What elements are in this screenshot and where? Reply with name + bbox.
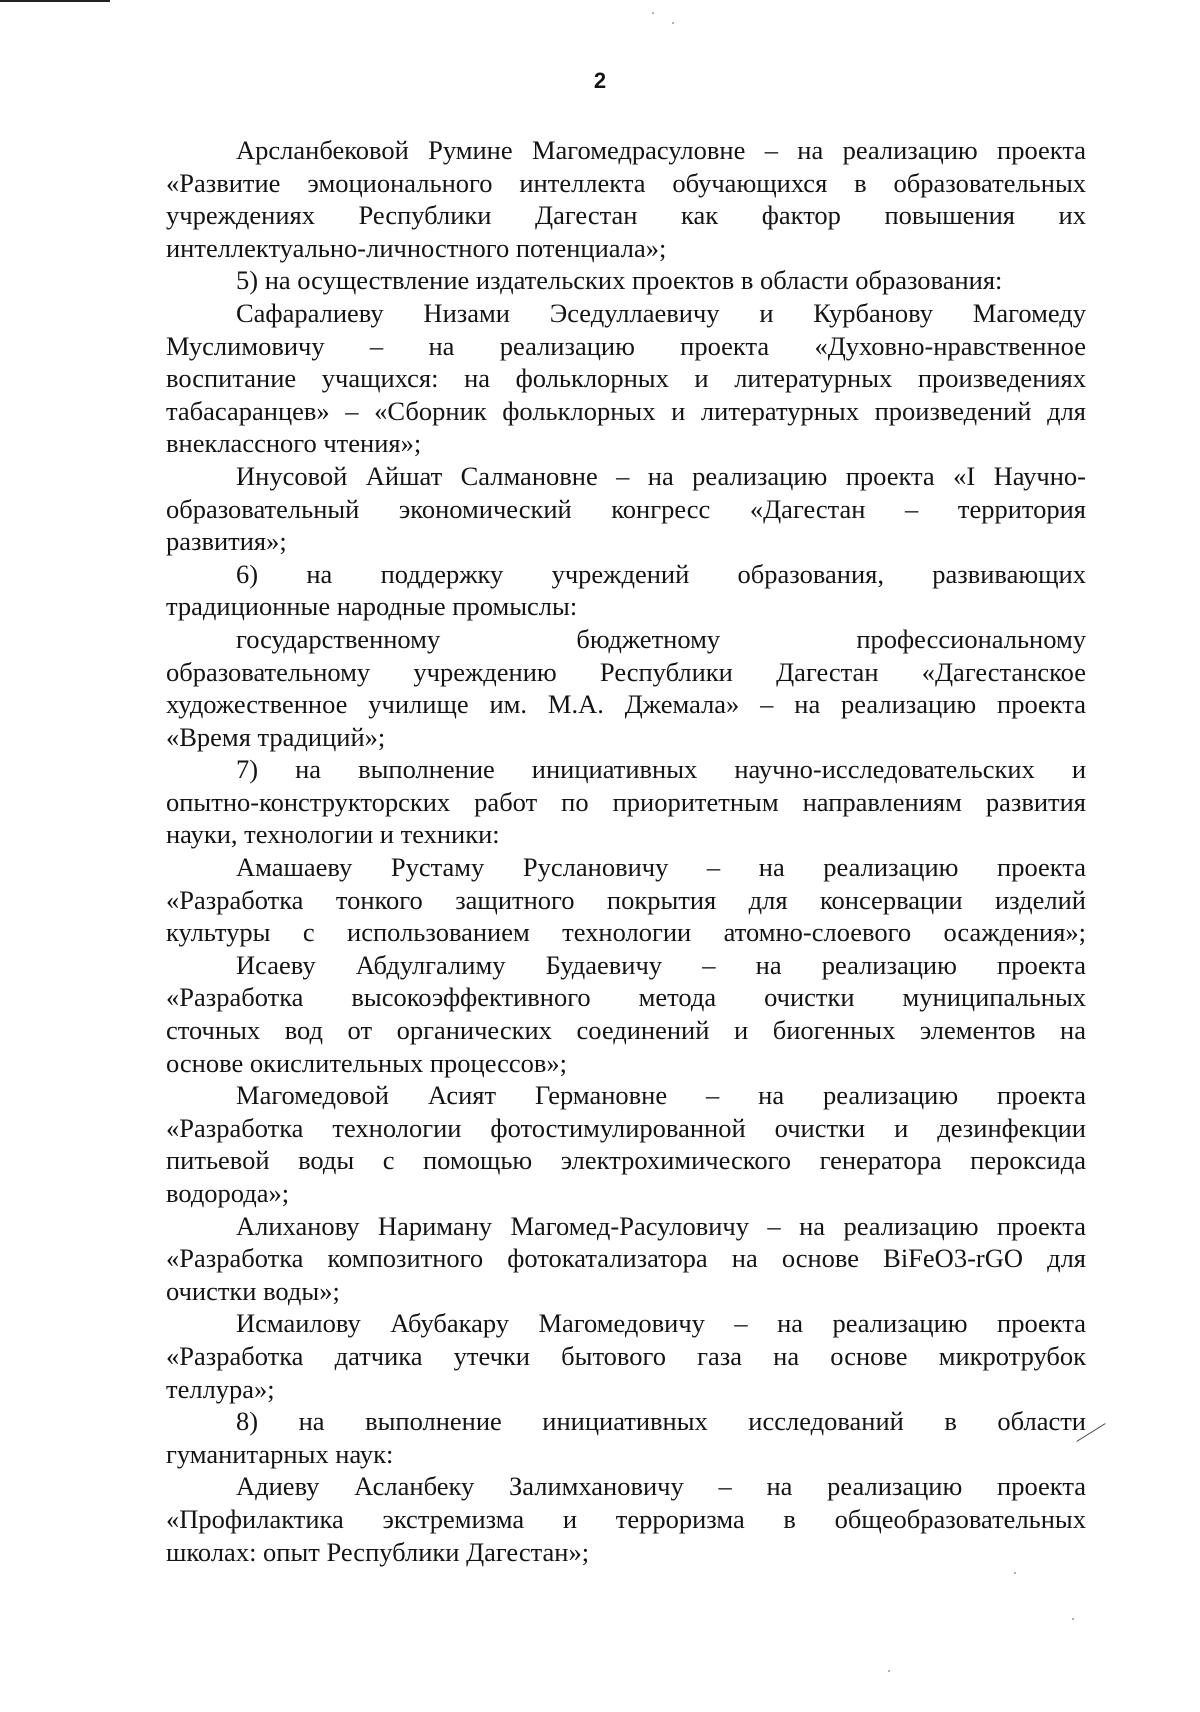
text-line: 7) на выполнение инициативных научно-исследовательских и — [236, 754, 1086, 785]
text-line: «Разработка технологии фотостимулированной очистки и дезинфекции — [166, 1112, 1086, 1143]
text-line: «Разработка высокоэффективного метода очистки муниципальных — [166, 982, 1086, 1013]
text-line: Арсланбековой Румине Магомедрасуловне – на реализацию проекта — [236, 135, 1086, 165]
text-line: Магомедовой Асият Германовне – на реализацию проекта — [236, 1080, 1086, 1111]
scan-speck — [672, 22, 674, 24]
text-line: учреждениях Республики Дагестан как фактор повышения их — [166, 200, 1086, 231]
text-line: школах: опыт Республики Дагестан»; — [166, 1536, 590, 1567]
scan-edge — [0, 0, 110, 2]
text-line: питьевой воды с помощью электрохимического генератора пероксида — [166, 1145, 1086, 1176]
text-line: науки, технологии и техники: — [166, 819, 500, 850]
text-line: образовательный экономический конгресс «Дагестан – территория — [166, 493, 1086, 524]
text-line: «Разработка композитного фотокатализатора на основе BiFeO3-rGO для — [166, 1243, 1086, 1274]
text-line: 5) на осуществление издательских проектов в области образования: — [236, 265, 1003, 296]
text-line: «Время традиций»; — [166, 721, 386, 752]
text-line: Исаеву Абдулгалиму Будаевичу – на реализацию проекта — [236, 949, 1086, 980]
document-body — [166, 134, 1086, 1568]
text-line: традиционные народные промыслы: — [166, 591, 578, 622]
text-line: очистки воды»; — [166, 1275, 340, 1306]
text-line: Исмаилову Абубакару Магомедовичу – на реализацию проекта — [236, 1308, 1086, 1339]
text-line: «Разработка датчика утечки бытового газа на основе микротрубок — [166, 1340, 1086, 1371]
text-line: интеллектуально-личностного потенциала»; — [166, 232, 667, 263]
text-line: Амашаеву Рустаму Руслановичу – на реализацию проекта — [236, 852, 1086, 883]
text-line: табасаранцев» – «Сборник фольклорных и литературных произведений для — [166, 395, 1086, 426]
text-line: Сафаралиеву Низами Эседуллаевичу и Курбанову Магомеду — [236, 297, 1086, 328]
text-line: художественное училище им. М.А. Джемала» – на реализацию проекта — [166, 689, 1086, 720]
text-line: гуманитарных наук: — [166, 1438, 394, 1469]
text-line: «Профилактика экстремизма и терроризма в общеобразовательных — [166, 1503, 1086, 1534]
text-line: государственному бюджетному профессиональному — [236, 623, 1086, 654]
text-line: сточных вод от органических соединений и биогенных элементов на — [166, 1015, 1086, 1046]
text-line: воспитание учащихся: на фольклорных и литературных произведениях — [166, 363, 1086, 394]
scan-speck — [652, 12, 654, 14]
text-line: внеклассного чтения»; — [166, 428, 422, 459]
text-line: «Развитие эмоционального интеллекта обучающихся в образовательных — [166, 167, 1086, 198]
text-line: Алиханову Нариману Магомед-Расуловичу – на реализацию проекта — [236, 1210, 1086, 1241]
text-line: культуры с использованием технологии атомно-слоевого осаждения»; — [166, 917, 1086, 948]
text-line: опытно-конструкторских работ по приоритетным направлениям развития — [166, 786, 1086, 817]
scan-speck — [888, 1670, 890, 1672]
text-line: водорода»; — [166, 1178, 290, 1208]
text-line: 8) на выполнение инициативных исследований в области — [236, 1406, 1086, 1437]
scan-speck — [1014, 1572, 1016, 1574]
text-line: Инусовой Айшат Салмановне – на реализацию проекта «I Научно- — [236, 460, 1086, 491]
text-line: «Разработка тонкого защитного покрытия для консервации изделий — [166, 884, 1086, 915]
text-line: основе окислительных процессов»; — [166, 1047, 568, 1078]
page-number: 2 — [593, 68, 607, 93]
text-line: 6) на поддержку учреждений образования, развивающих — [236, 558, 1086, 589]
text-line: развития»; — [166, 526, 287, 557]
text-line: теллура»; — [166, 1373, 275, 1404]
text-line: Муслимовичу – на реализацию проекта «Духовно-нравственное — [166, 330, 1086, 361]
scan-speck — [1072, 1618, 1074, 1620]
text-line: образовательному учреждению Республики Дагестан «Дагестанское — [166, 656, 1086, 687]
text-line: Адиеву Асланбеку Залимхановичу – на реализацию проекта — [236, 1471, 1086, 1502]
